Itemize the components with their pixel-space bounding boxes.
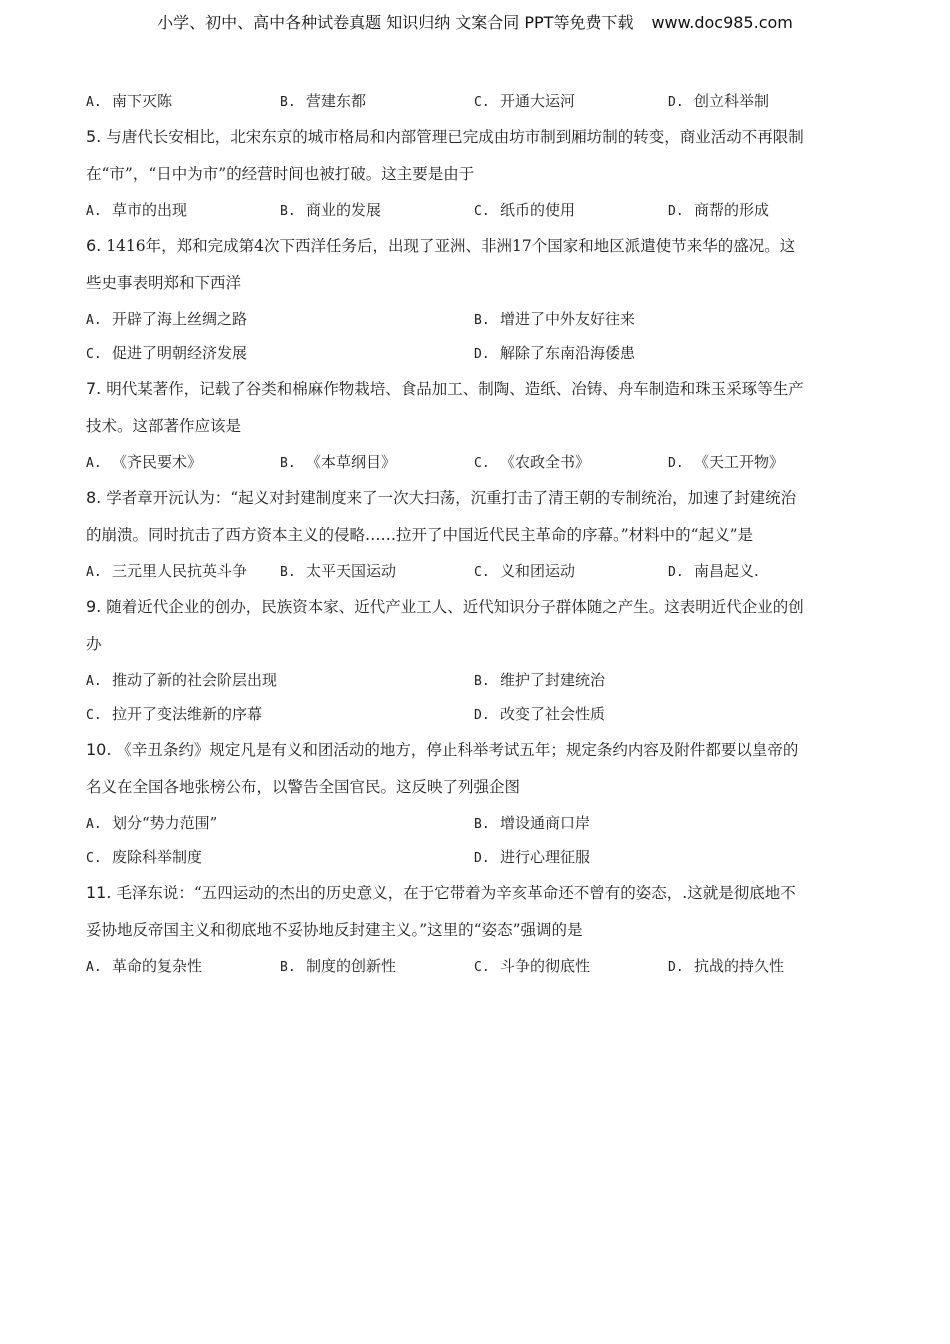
q10-option-c[interactable]: C. 废除科举制度 <box>86 848 203 866</box>
q6-stem: 6. 1416年，郑和完成第4次下西洋任务后，出现了亚洲、非洲17个国家和地区派遣使节来华的盛况。这 些史事表明郑和下西洋 <box>86 236 796 292</box>
q7-option-b[interactable]: B. 《本草纲目》 <box>280 453 397 471</box>
q10-option-a[interactable]: A. 划分“势力范围” <box>86 814 218 832</box>
q5-option-a[interactable]: A. 草市的出现 <box>86 201 188 219</box>
q9-stem: 9. 随着近代企业的创办，民族资本家、近代产业工人、近代知识分子群体随之产生。这表明近代企业的创 办 <box>86 597 804 653</box>
q11-stem: 11. 毛泽东说：“五四运动的杰出的历史意义，在于它带着为辛亥革命还不曾有的姿态，.这就是彻底地不 妥协地反帝国主义和彻底地不妥协地反封建主义。”这里的“姿态”强调的是 <box>86 883 796 939</box>
q9-number: 9. <box>86 597 102 616</box>
q5-option-b[interactable]: B. 商业的发展 <box>280 201 382 219</box>
q8-option-b[interactable]: B. 太平天国运动 <box>280 562 397 580</box>
q5-options <box>86 193 876 227</box>
q8-number: 8. <box>86 488 102 507</box>
q8-option-a[interactable]: A. 三元里人民抗英斗争 <box>86 562 248 580</box>
header-site: www.doc985.com <box>651 13 793 32</box>
q5-number: 5. <box>86 127 102 146</box>
q5-option-c[interactable]: C. 纸币的使用 <box>474 201 576 219</box>
q4-option-b[interactable]: B. 营建东都 <box>280 92 367 110</box>
q8-option-c[interactable]: C. 义和团运动 <box>474 562 576 580</box>
q6-number: 6. <box>86 236 102 255</box>
q7-options <box>86 445 876 479</box>
q9-options <box>86 663 876 731</box>
q4-option-d[interactable]: D. 创立科举制 <box>668 92 770 110</box>
q11-option-b[interactable]: B. 制度的创新性 <box>280 957 397 975</box>
q5-option-d[interactable]: D. 商帮的形成 <box>668 201 770 219</box>
q8-option-d[interactable]: D. 南昌起义. <box>668 562 759 580</box>
q7-option-d[interactable]: D. 《天工开物》 <box>668 453 785 471</box>
q6-options <box>86 302 876 370</box>
q7-number: 7. <box>86 379 102 398</box>
q10-stem: 10. 《辛丑条约》规定凡是有义和团活动的地方，停止科举考试五年；规定条约内容及附件都要以皇帝的 名义在全国各地张榜公布，以警告全国官民。这反映了列强企图 <box>86 740 799 796</box>
q4-option-a[interactable]: A. 南下灭陈 <box>86 92 173 110</box>
q11-option-a[interactable]: A. 革命的复杂性 <box>86 957 203 975</box>
q10-option-d[interactable]: D. 进行心理征服 <box>474 848 591 866</box>
q6-option-b[interactable]: B. 增进了中外友好往来 <box>474 310 636 328</box>
q8-stem: 8. 学者章开沅认为：“起义对封建制度来了一次大扫荡，沉重打击了清王朝的专制统治，加速了封建统治 的崩溃。同时抗击了西方资本主义的侵略……拉开了中国近代民主革命的序幕。”材料中的“起义”是 <box>86 488 797 544</box>
q11-option-d[interactable]: D. 抗战的持久性 <box>668 957 785 975</box>
q7-option-c[interactable]: C. 《农政全书》 <box>474 453 591 471</box>
header-text: 小学、初中、高中各种试卷真题 知识归纳 文案合同 PPT等免费下载 <box>157 13 634 32</box>
question-list <box>86 84 876 983</box>
q9-option-d[interactable]: D. 改变了社会性质 <box>474 705 606 723</box>
q10-option-b[interactable]: B. 增设通商口岸 <box>474 814 591 832</box>
q6-option-c[interactable]: C. 促进了明朝经济发展 <box>86 344 248 362</box>
q6-option-a[interactable]: A. 开辟了海上丝绸之路 <box>86 310 248 328</box>
q6-option-d[interactable]: D. 解除了东南沿海倭患 <box>474 344 636 362</box>
q10-options <box>86 806 876 874</box>
q10-number: 10. <box>86 740 112 759</box>
q7-stem: 7. 明代某著作，记载了谷类和棉麻作物栽培、食品加工、制陶、造纸、冶铸、舟车制造和珠玉采琢等生产 技术。这部著作应该是 <box>86 379 804 435</box>
q11-options <box>86 949 876 983</box>
q5-stem: 5. 与唐代长安相比，北宋东京的城市格局和内部管理已完成由坊市制到厢坊制的转变，商业活动不再限制 在“市”，“日中为市”的经营时间也被打破。这主要是由于 <box>86 127 804 183</box>
q9-option-b[interactable]: B. 维护了封建统治 <box>474 671 606 689</box>
page-header <box>0 10 950 33</box>
q4-options <box>86 84 876 118</box>
q9-option-c[interactable]: C. 拉开了变法维新的序幕 <box>86 705 263 723</box>
q7-option-a[interactable]: A. 《齐民要术》 <box>86 453 203 471</box>
q9-option-a[interactable]: A. 推动了新的社会阶层出现 <box>86 671 278 689</box>
q11-number: 11. <box>86 883 112 902</box>
q8-options <box>86 554 876 588</box>
q11-option-c[interactable]: C. 斗争的彻底性 <box>474 957 591 975</box>
q4-option-c[interactable]: C. 开通大运河 <box>474 92 576 110</box>
